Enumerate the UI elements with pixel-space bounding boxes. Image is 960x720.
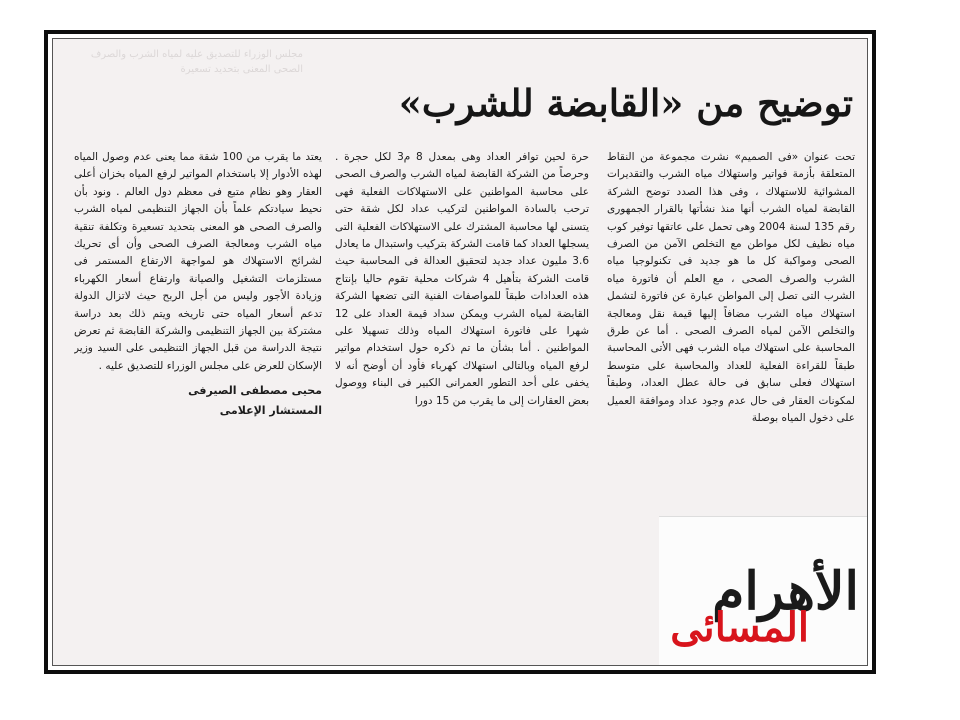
article-column-left (74, 149, 322, 489)
signature-name: محيى مصطفى الصيرفى (188, 384, 322, 398)
newspaper-clipping (52, 38, 868, 666)
signature-title: المستشار الإعلامى (219, 404, 322, 418)
article-headline: توضيح من «القابضة للشرب» (398, 81, 853, 125)
column-text: حرة لحين توافر العداد وهى بمعدل 8 م3 لكل حجرة . وحرصاً من الشركة القابضة لمياه الشرب والصرف الصحى على محاسبة المواطنين على الاستهلاكات الفعلية فهى ترحب بالسادة المواطنين لتركيب عداد لكل شقة حتى يتسنى لها محاسبة المشترك على الاستهلاكات الفعلية التى يسجلها العداد كما قامت الشركة بتركيب واستبدال ما يعادل 3.6 مليون عداد جديد لتحقيق العدالة فى المحاسبة حيث قامت الشركة بتأهيل 4 شركات محلية تقوم حاليا بإنتاج هذه العدادات طبقاً للمواصفات الفنية التى تضعها الشركة القابضة لمياه الشرب ويمكن سداد قيمة العداد على 12 شهرا على فاتورة استهلاك المياه وذلك تسهيلا على المواطنين . أما بشأن ما تم ذكره حول استخدام مواتير لرفع المياه وبالتالى استهلاك كهرباء فأود أن أوضح أنه لا يخفى على أحد التطور العمرانى الكبير فى البناء ووصول بعض العقارات إلى ما يقرب من 15 دورا (335, 151, 589, 407)
signature-block (74, 381, 322, 421)
logo-text-al-ahram: الأهرام (712, 561, 859, 622)
article-column-middle (335, 149, 589, 497)
clipping-frame (44, 30, 876, 674)
al-ahram-al-masaa-logo (659, 516, 867, 665)
article-column-right (607, 149, 855, 501)
newspaper-logo-icon (659, 517, 867, 665)
bleed-through-text: مجلس الوزراء للتصديق عليه لمياه الشرب والصرف الصحى المعنى بتحديد تسعيرة (90, 49, 303, 75)
logo-text-al-masaa: المسائى (670, 604, 809, 651)
column-text: يعتد ما يقرب من 100 شقة مما يعنى عدم وصول المياه لهذه الأدوار إلا باستخدام المواتير لرفع المياه بخزان أعلى العقار وهو نظام متبع فى معظم دول العالم . ونود بأن نحيط سيادتكم علماً بأن الجهاز التنظيمى لمياه الشرب والصرف الصحى هو المعنى بتحديد تسعيرة وتكلفة تنقية مياه الشرب ومعالجة الصرف الصحى وأن أى تحريك لشرائح الاستهلاك هو لمواجهة الارتفاع المستمر فى مستلزمات التشغيل والصيانة وارتفاع أسعار الكهرباء وزيادة الأجور وليس من أجل الربح حيث لاتزال الدولة تدعم أسعار المياه حتى تاريخه ويتم ذلك بعد دراسة مشتركة بين الجهاز التنظيمى والشركة القابضة ثم تعرض نتيجة الدراسة من قبل الجهاز التنظيمى على السيد وزير الإسكان للعرض على مجلس الوزراء للتصديق عليه . (74, 151, 322, 372)
column-text: تحت عنوان «فى الصميم» نشرت مجموعة من النقاط المتعلقة بأزمة فواتير واستهلاك مياه الشرب والتقديرات المشوائية للاستهلاك ، وفى هذا الصدد توضح الشركة القابضة لمياه الشرب أنها منذ نشأتها بالقرار الجمهورى رقم 135 لسنة 2004 وهى تحمل على عاتقها توفير كوب مياه نظيف لكل مواطن مع التخلص الآمن من الصرف الصحى ومواكبة كل ما هو جديد فى تكنولوجيا مياه الشرب والصرف الصحى ، مع العلم أن فاتورة مياه الشرب التى تصل إلى المواطن عبارة عن فاتورة لتشمل استهلاك مياه الشرب مضافاً إليها قيمة نقل ومعالجة والتخلص الآمن لمياه الصرف الصحى . أما عن طرق المحاسبة على استهلاك مياه الشرب فهى الأتى المحاسبة طبقاً للقراءة الفعلية للعداد والمحاسبة على متوسط استهلاك فعلى سابق فى حالة عطل العداد، وطبقاً لمكونات العقار فى حال عدم وجود عداد وموافقة العميل على دخول المياه بوصلة (607, 151, 855, 425)
